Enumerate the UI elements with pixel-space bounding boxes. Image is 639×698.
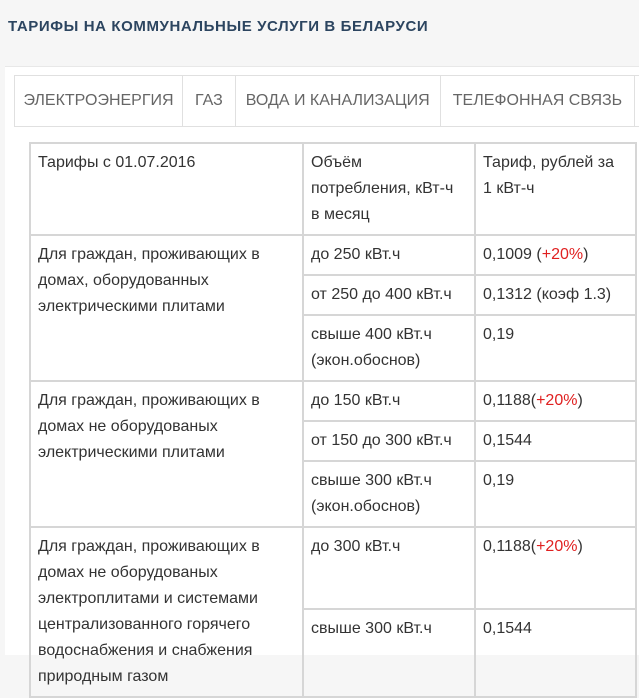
tariff-value: 0,19 [483, 326, 515, 343]
tariff-table [29, 142, 637, 698]
tab-telephone[interactable]: ТЕЛЕФОННАЯ СВЯЗЬ [441, 76, 635, 126]
tariff-cell [475, 527, 636, 609]
increase-badge: +20% [536, 538, 578, 555]
tariff-cell [475, 461, 636, 527]
volume-cell: от 150 до 300 кВт.ч [303, 421, 475, 461]
volume-cell: свыше 300 кВт.ч [303, 609, 475, 697]
table-row [30, 381, 636, 421]
table-row [30, 527, 636, 609]
tariff-cell [475, 315, 636, 381]
volume-cell: до 250 кВт.ч [303, 235, 475, 275]
volume-cell: свыше 300 кВт.ч (экон.обоснов) [303, 461, 475, 527]
tariff-cell [475, 235, 636, 275]
header-tariff: Тариф, рублей за 1 кВт-ч [475, 143, 636, 235]
category-cell: Для граждан, проживающих в домах не оборудованых электроплитами и системами централизованного горячего водоснабжения и снабжения природным газом [30, 527, 303, 697]
header-date: Тарифы с 01.07.2016 [30, 143, 303, 235]
tab-electricity[interactable]: ЭЛЕКТРОЭНЕРГИЯ [15, 76, 183, 126]
tariff-suffix: ) [583, 246, 589, 263]
volume-cell: свыше 400 кВт.ч (экон.обоснов) [303, 315, 475, 381]
tariff-value: 0,1312 (коэф 1.3) [483, 286, 612, 303]
tariffs-panel [5, 66, 639, 685]
tab-water[interactable]: ВОДА И КАНАЛИЗАЦИЯ [236, 76, 441, 126]
category-cell: Для граждан, проживающих в домах, оборудованных электрическими плитами [30, 235, 303, 381]
increase-badge: +20% [536, 392, 578, 409]
tariff-suffix: ) [577, 392, 583, 409]
tab-empty [635, 76, 639, 126]
tariff-value: 0,1188( [483, 538, 537, 555]
tariff-cell [475, 275, 636, 315]
page-title: ТАРИФЫ НА КОММУНАЛЬНЫЕ УСЛУГИ В БЕЛАРУСИ [8, 18, 429, 35]
increase-badge: +20% [541, 246, 584, 263]
tariff-cell [475, 381, 636, 421]
category-cell: Для граждан, проживающих в домах не оборудованых электрическими плитами [30, 381, 303, 527]
volume-cell: до 150 кВт.ч [303, 381, 475, 421]
tariff-value: 0,19 [483, 472, 515, 489]
header-volume: Объём потребления, кВт-ч в месяц [303, 143, 475, 235]
tariff-value: 0,1188( [483, 392, 537, 409]
table-row [30, 235, 636, 275]
volume-cell: от 250 до 400 кВт.ч [303, 275, 475, 315]
tariff-table-wrapper [29, 142, 635, 698]
tariff-value: 0,1544 [483, 432, 532, 449]
tariff-cell [475, 609, 636, 697]
tariff-cell [475, 421, 636, 461]
table-header-row [30, 143, 636, 235]
tariff-suffix: ) [577, 538, 583, 555]
tab-gas[interactable]: ГАЗ [183, 76, 236, 126]
volume-cell: до 300 кВт.ч [303, 527, 475, 609]
tariff-value: 0,1544 [483, 620, 532, 637]
tariff-value: 0,1009 ( [483, 246, 542, 263]
tab-bar [14, 75, 639, 127]
